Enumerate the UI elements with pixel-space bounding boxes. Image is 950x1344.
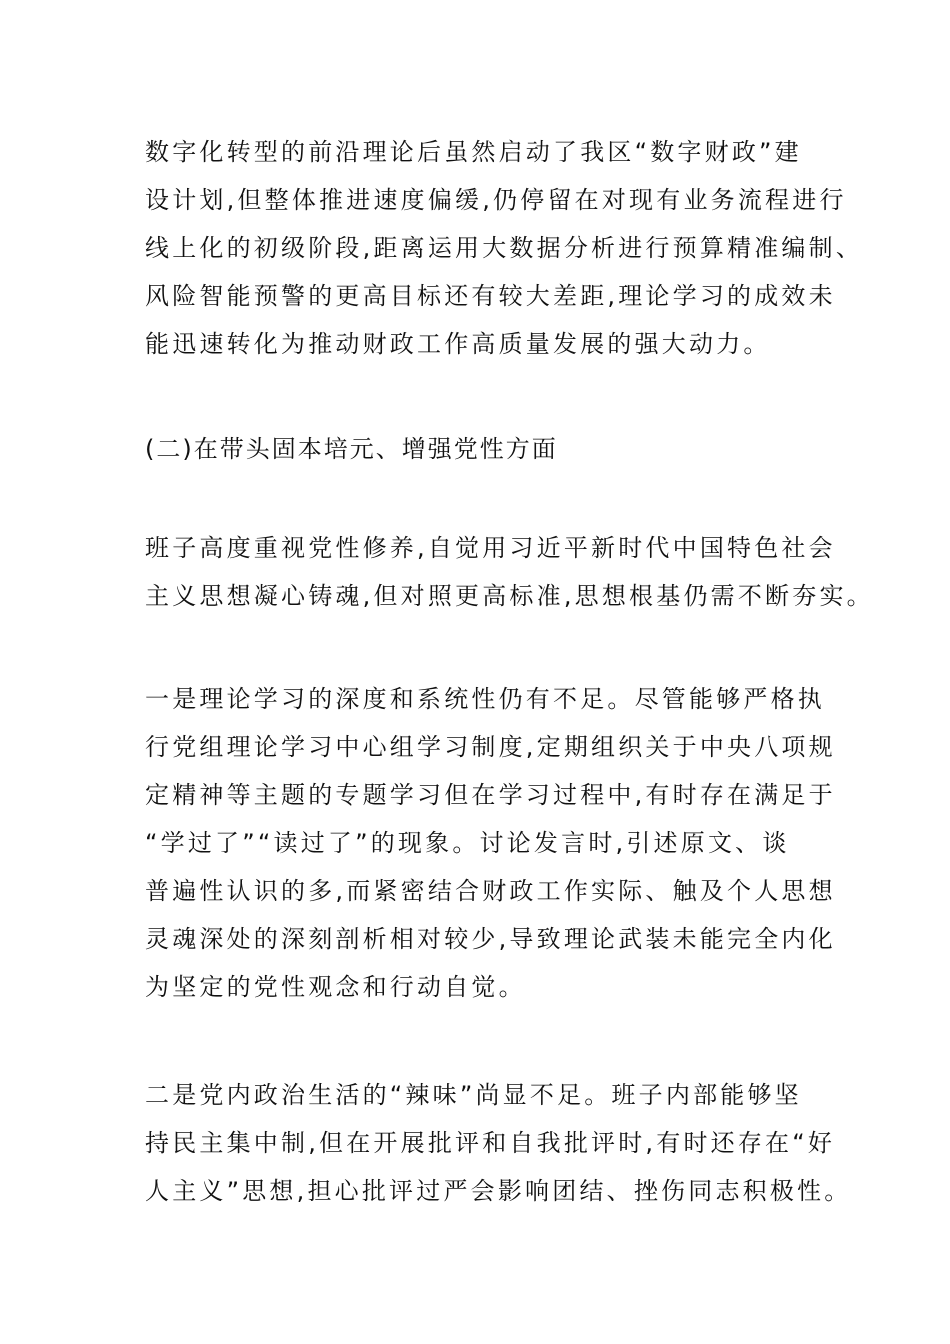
text-line: 能迅速转化为推动财政工作高质量发展的强大动力。 [145, 330, 771, 358]
paragraph-theory-study [145, 675, 835, 1011]
heading-text: (二)在带头固本培元、增强党性方面 [145, 435, 558, 463]
paragraph-political-life [145, 1071, 852, 1215]
text-line: 普遍性认识的多,而紧密结合财政工作实际、触及个人思想 [145, 877, 836, 905]
text-line: 持民主集中制,但在开展批评和自我批评时,有时还存在“好 [145, 1129, 836, 1157]
paragraph-digital-finance [145, 128, 864, 368]
text-line: 行党组理论学习中心组学习制度,定期组织关于中央八项规 [145, 733, 836, 761]
text-line: 人主义”思想,担心批评过严会影响团结、挫伤同志积极性。 [145, 1177, 852, 1205]
text-line: 为坚定的党性观念和行动自觉。 [145, 973, 526, 1001]
text-line: 数字化转型的前沿理论后虽然启动了我区“数字财政”建 [145, 138, 802, 166]
text-line: 线上化的初级阶段,距离运用大数据分析进行预算精准编制、 [145, 234, 864, 262]
paragraph-party-spirit-intro [145, 524, 874, 620]
text-line: 设计划,但整体推进速度偏缓,仍停留在对现有业务流程进行 [145, 186, 847, 214]
text-line: 风险智能预警的更高目标还有较大差距,理论学习的成效未 [145, 282, 836, 310]
text-line: 班子高度重视党性修养,自觉用习近平新时代中国特色社会 [145, 534, 836, 562]
text-line: 一是理论学习的深度和系统性仍有不足。尽管能够严格执 [145, 685, 825, 713]
section-heading [145, 425, 835, 473]
text-line: “学过了”“读过了”的现象。讨论发言时,引述原文、谈 [145, 829, 790, 857]
text-line: 灵魂深处的深刻剖析相对较少,导致理论武装未能完全内化 [145, 925, 836, 953]
text-line: 二是党内政治生活的“辣味”尚显不足。班子内部能够坚 [145, 1081, 802, 1109]
text-line: 主义思想凝心铸魂,但对照更高标准,思想根基仍需不断夯实。 [145, 582, 874, 610]
text-line: 定精神等主题的专题学习但在学习过程中,有时存在满足于 [145, 781, 836, 809]
